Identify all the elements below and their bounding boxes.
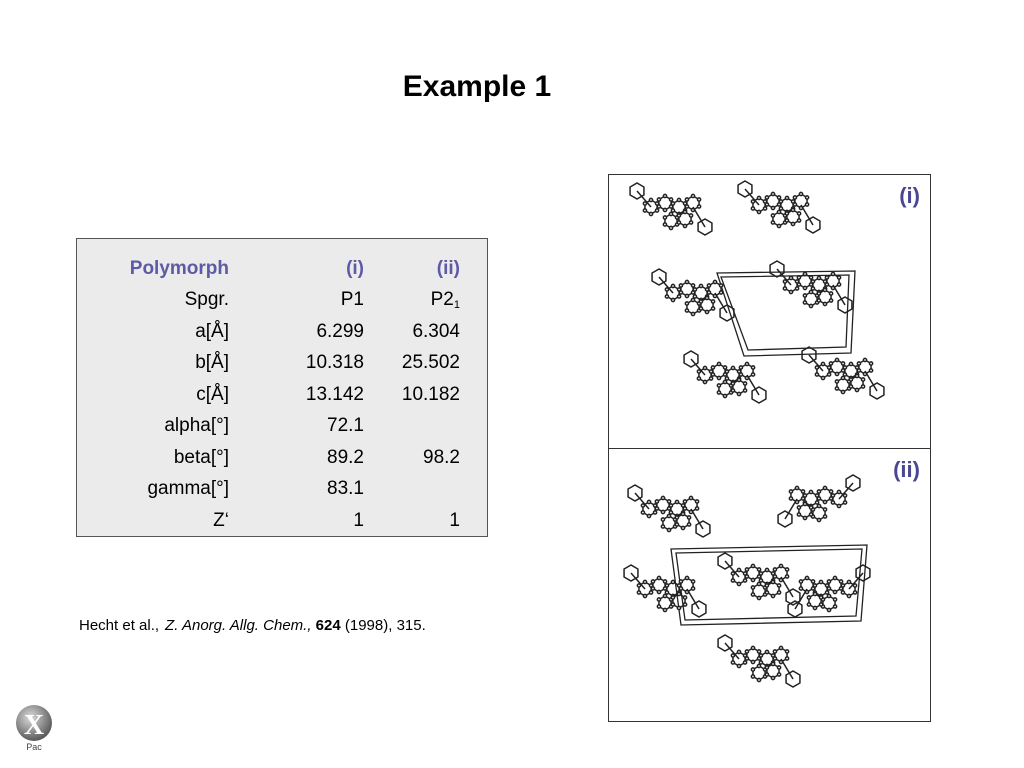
space-group-subscript: 1	[453, 299, 460, 312]
crystal-packing-image-i	[609, 175, 930, 448]
row-label: a[Å]	[195, 320, 229, 342]
header-i: (i)	[346, 257, 364, 279]
table-row	[77, 285, 460, 317]
citation	[79, 617, 426, 634]
citation-volume: 624	[315, 617, 341, 634]
table-row	[77, 348, 460, 380]
svg-text:X: X	[23, 710, 45, 741]
value-ii	[364, 411, 460, 443]
value-i: P1	[340, 289, 364, 311]
table-row	[77, 411, 460, 443]
value-i: 10.318	[305, 352, 364, 374]
value-ii	[364, 285, 460, 317]
citation-rest: (1998), 315.	[340, 617, 426, 634]
row-label: alpha[°]	[164, 415, 229, 437]
value-ii	[364, 474, 460, 506]
table-row	[77, 505, 460, 537]
space-group-base: P2	[430, 289, 454, 311]
row-label: beta[°]	[173, 446, 229, 468]
value-ii: 6.304	[412, 320, 460, 342]
panel-label-i: (i)	[899, 183, 920, 208]
table-row	[77, 474, 460, 506]
row-label: b[Å]	[195, 352, 229, 374]
value-i: 6.299	[316, 320, 364, 342]
table-row	[77, 316, 460, 348]
row-label: Spgr.	[184, 289, 229, 311]
citation-authors: Hecht et al.,	[79, 617, 160, 634]
polymorph-table	[76, 238, 488, 537]
xpac-logo	[14, 704, 56, 752]
table-header-row	[77, 253, 460, 285]
crystal-packing-image-ii	[609, 449, 930, 721]
table-row	[77, 379, 460, 411]
value-i: 1	[353, 509, 364, 531]
value-i: 89.2	[327, 446, 364, 468]
panel-label-ii: (ii)	[893, 457, 920, 482]
row-label: gamma[°]	[147, 478, 229, 500]
row-label: Z‘	[213, 509, 229, 531]
row-label: c[Å]	[196, 383, 229, 405]
header-polymorph: Polymorph	[129, 257, 229, 279]
slide-title: Example 1	[402, 70, 552, 103]
table-row	[77, 442, 460, 474]
svg-text:Pac: Pac	[26, 742, 42, 752]
crystal-structure-panel-ii	[608, 448, 931, 722]
citation-journal: Z. Anorg. Allg. Chem.,	[165, 617, 312, 634]
value-i: 13.142	[305, 383, 364, 405]
value-i: 83.1	[327, 478, 364, 500]
crystal-structure-panel-i	[608, 174, 931, 449]
value-ii: 25.502	[401, 352, 460, 374]
value-ii: 10.182	[401, 383, 460, 405]
header-ii: (ii)	[436, 257, 460, 279]
value-i: 72.1	[327, 415, 364, 437]
value-ii: 1	[449, 509, 460, 531]
value-ii: 98.2	[423, 446, 460, 468]
